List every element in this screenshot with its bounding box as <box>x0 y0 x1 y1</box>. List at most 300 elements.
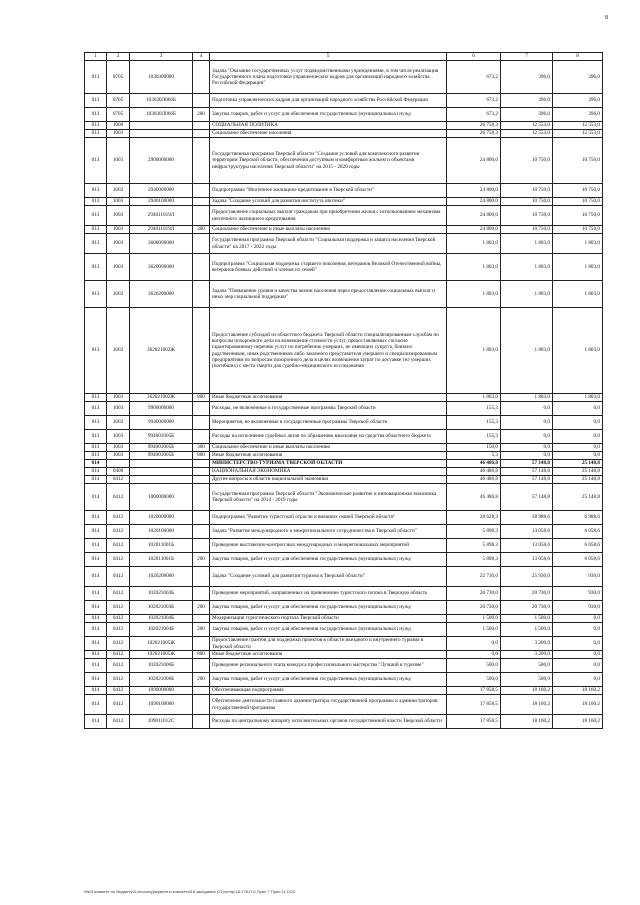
cell-description: Задача "Создание условий для развития туризма в Тверской области" <box>210 567 447 587</box>
cell-target-article: 3620000000 <box>130 254 193 281</box>
cell-amount-3: 1 803,0 <box>553 394 603 402</box>
cell-amount-1: 1 803,0 <box>447 281 501 308</box>
cell-target-article: 1090100000 <box>130 695 193 715</box>
cell-target-article: 1020000000 <box>130 511 193 525</box>
cell-chapter: 014 <box>85 567 107 587</box>
cell-amount-1: 673,2 <box>447 61 501 94</box>
cell-amount-2: 38 988,6 <box>501 511 553 525</box>
cell-target-article: 994001005Б <box>130 444 193 452</box>
cell-expense-type: 800 <box>193 394 210 402</box>
cell-expense-type: 300 <box>193 444 210 452</box>
cell-chapter: 014 <box>85 511 107 525</box>
table-row <box>85 206 603 226</box>
cell-amount-2: 57 148,8 <box>501 468 553 476</box>
cell-amount-1: 46 486,8 <box>447 476 501 484</box>
cell-amount-2: 13 058,6 <box>501 525 553 539</box>
cell-chapter: 014 <box>85 468 107 476</box>
cell-target-article: 102021005Ж <box>130 637 193 651</box>
cell-section: 1003 <box>107 254 130 281</box>
cell-description: Иные бюджетные ассигнования <box>210 394 447 402</box>
cell-amount-2: 0,0 <box>501 452 553 460</box>
cell-description: Подпрограмма "Развитие туристской отрасли и внешних связей Тверской области" <box>210 511 447 525</box>
cell-expense-type <box>193 695 210 715</box>
cell-description: Подпрограмма "Ипотечное жилищное кредитование в Тверской области" <box>210 184 447 198</box>
cell-chapter: 013 <box>85 402 107 416</box>
cell-description: МИНИСТЕРСТВО ТУРИЗМА ТВЕРСКОЙ ОБЛАСТИ <box>210 460 447 468</box>
table-row <box>85 452 603 460</box>
cell-amount-2: 1 803,0 <box>501 281 553 308</box>
cell-target-article: 994001005Б <box>130 452 193 460</box>
cell-section: 1003 <box>107 206 130 226</box>
cell-expense-type <box>193 206 210 226</box>
cell-chapter: 014 <box>85 525 107 539</box>
cell-expense-type <box>193 715 210 729</box>
cell-chapter: 014 <box>85 476 107 484</box>
cell-section: 0412 <box>107 476 130 484</box>
cell-amount-3: 18 160,2 <box>553 715 603 729</box>
cell-target-article: 102021003Б <box>130 601 193 615</box>
cell-description: Социальное обеспечение населения <box>210 130 447 138</box>
cell-chapter: 013 <box>85 94 107 108</box>
cell-amount-3: 396,0 <box>553 61 603 94</box>
cell-amount-2: 12 553,0 <box>501 130 553 138</box>
table-row <box>85 226 603 234</box>
cell-amount-2: 13 058,6 <box>501 539 553 553</box>
table-row <box>85 108 603 122</box>
table-body <box>85 61 603 729</box>
cell-amount-3: 0,0 <box>553 673 603 687</box>
cell-target-article: 294011019Л <box>130 206 193 226</box>
cell-section: 1003 <box>107 198 130 206</box>
cell-amount-3: 930,0 <box>553 587 603 601</box>
cell-section: 1003 <box>107 226 130 234</box>
table-row <box>85 637 603 651</box>
cell-target-article: 102011001Б <box>130 539 193 553</box>
cell-amount-1: 17 858,5 <box>447 715 501 729</box>
cell-section: 0412 <box>107 567 130 587</box>
cell-description: Социальное обеспечение и иные выплаты населению <box>210 444 447 452</box>
table-row <box>85 651 603 659</box>
table-row <box>85 430 603 444</box>
cell-expense-type <box>193 402 210 416</box>
cell-section: 1003 <box>107 234 130 254</box>
cell-section: 1003 <box>107 130 130 138</box>
cell-chapter: 014 <box>85 460 107 468</box>
cell-amount-1: 1 500,0 <box>447 615 501 623</box>
cell-amount-3: 18 160,2 <box>553 695 603 715</box>
cell-section: 0412 <box>107 695 130 715</box>
cell-section: 0412 <box>107 687 130 695</box>
cell-expense-type <box>193 567 210 587</box>
cell-description: Проведение выставочно-конгрессных международных и межрегиональных мероприятий <box>210 539 447 553</box>
cell-amount-2: 10 750,0 <box>501 138 553 184</box>
cell-expense-type <box>193 281 210 308</box>
cell-chapter: 013 <box>85 308 107 394</box>
cell-amount-1: 0,0 <box>447 637 501 651</box>
cell-chapter: 014 <box>85 687 107 695</box>
cell-description: Модернизация туристического портала Тверской области <box>210 615 447 623</box>
cell-amount-1: 1 500,0 <box>447 623 501 637</box>
cell-description: Проведение регионального этапа конкурса профессионального мастерства "Лучший в туризме" <box>210 659 447 673</box>
cell-chapter: 013 <box>85 394 107 402</box>
cell-target-article: 362021002Ж <box>130 308 193 394</box>
cell-expense-type <box>193 637 210 651</box>
cell-amount-1: 24 800,0 <box>447 198 501 206</box>
cell-description: Задача "Оказание государственных услуг подведомственными учреждениями, в том числе реализация Государственного плана подготовки управленческих кадров для организаций народного хозяйства Российской Федерации" <box>210 61 447 94</box>
table-row <box>85 587 603 601</box>
cell-amount-1: 500,0 <box>447 659 501 673</box>
cell-amount-3: 12 553,0 <box>553 122 603 130</box>
cell-expense-type <box>193 254 210 281</box>
cell-description: Социальное обеспечение и иные выплаты населению <box>210 226 447 234</box>
cell-section: 1003 <box>107 452 130 460</box>
cell-amount-1: 1 803,0 <box>447 234 501 254</box>
cell-chapter: 013 <box>85 226 107 234</box>
cell-amount-2: 1 803,0 <box>501 308 553 394</box>
table-row <box>85 601 603 615</box>
cell-target-article: 2940000000 <box>130 184 193 198</box>
table-row <box>85 695 603 715</box>
table-row <box>85 61 603 94</box>
cell-section: 0412 <box>107 511 130 525</box>
column-header: 2 <box>107 53 130 61</box>
cell-target-article: 102021006Б <box>130 673 193 687</box>
cell-description: Подпрограмма "Социальная поддержка старшего поколения, ветеранов Великой Отечественной войны, ветеранов боевых действий и членов их семей" <box>210 254 447 281</box>
cell-section: 0412 <box>107 715 130 729</box>
cell-amount-3: 1 803,0 <box>553 281 603 308</box>
cell-amount-1: 24 800,0 <box>447 206 501 226</box>
cell-amount-3: 396,0 <box>553 108 603 122</box>
cell-expense-type <box>193 587 210 601</box>
cell-description: Закупка товаров, работ и услуг для обеспечения государственных (муниципальных) нужд <box>210 623 447 637</box>
cell-amount-3: 25 148,8 <box>553 468 603 476</box>
cell-amount-3: 10 750,0 <box>553 184 603 198</box>
cell-chapter: 013 <box>85 184 107 198</box>
cell-chapter: 013 <box>85 130 107 138</box>
cell-amount-3: 1 803,0 <box>553 254 603 281</box>
cell-chapter: 013 <box>85 138 107 184</box>
table-row <box>85 539 603 553</box>
cell-expense-type: 800 <box>193 452 210 460</box>
cell-amount-1: 17 858,5 <box>447 695 501 715</box>
cell-target-article: 102021004Б <box>130 623 193 637</box>
cell-chapter: 013 <box>85 234 107 254</box>
cell-amount-1: 1 803,0 <box>447 254 501 281</box>
cell-section <box>107 460 130 468</box>
cell-target-article: 1020200000 <box>130 567 193 587</box>
cell-chapter: 014 <box>85 601 107 615</box>
cell-section: 0412 <box>107 659 130 673</box>
cell-amount-2: 20 730,0 <box>501 587 553 601</box>
cell-amount-2: 10 750,0 <box>501 226 553 234</box>
cell-section: 0412 <box>107 651 130 659</box>
cell-amount-1: 155,3 <box>447 430 501 444</box>
cell-description: Государственная программа Тверской области "Создание условий для комплексного развития территории Тверской области, обеспечения доступным и комфортным жильем и объектами инфраструктуры населения Тверской области" на 2015 - 2020 годы <box>210 138 447 184</box>
table-row <box>85 94 603 108</box>
table-row <box>85 511 603 525</box>
cell-expense-type <box>193 615 210 623</box>
cell-amount-2: 1 803,0 <box>501 234 553 254</box>
cell-expense-type <box>193 198 210 206</box>
cell-target-article: 102021004Б <box>130 615 193 623</box>
cell-amount-3: 6 058,6 <box>553 525 603 539</box>
cell-amount-1: 5 898,3 <box>447 539 501 553</box>
cell-expense-type: 200 <box>193 673 210 687</box>
cell-amount-1: 46 486,8 <box>447 468 501 476</box>
cell-amount-2: 20 730,0 <box>501 601 553 615</box>
cell-section: 0412 <box>107 601 130 615</box>
cell-chapter: 014 <box>85 651 107 659</box>
cell-amount-3: 25 148,8 <box>553 460 603 468</box>
cell-description: Закупка товаров, работ и услуг для обеспечения государственных (муниципальных) нужд <box>210 108 447 122</box>
cell-section: 1003 <box>107 394 130 402</box>
cell-amount-2: 10 750,0 <box>501 198 553 206</box>
cell-amount-3: 12 553,0 <box>553 130 603 138</box>
cell-amount-3: 930,0 <box>553 567 603 587</box>
cell-chapter: 014 <box>85 615 107 623</box>
cell-amount-3: 396,0 <box>553 94 603 108</box>
cell-expense-type: 200 <box>193 623 210 637</box>
cell-expense-type <box>193 511 210 525</box>
cell-amount-1: 28 628,3 <box>447 511 501 525</box>
cell-section: 1003 <box>107 308 130 394</box>
cell-amount-3: 1 803,0 <box>553 234 603 254</box>
table-row <box>85 138 603 184</box>
cell-section: 0400 <box>107 468 130 476</box>
cell-expense-type: 200 <box>193 108 210 122</box>
cell-expense-type: 200 <box>193 553 210 567</box>
cell-description: Обеспечение деятельности главного администратора государственной программы и администраторов государственной программы <box>210 695 447 715</box>
table-row <box>85 130 603 138</box>
table-row <box>85 623 603 637</box>
cell-description: Закупка товаров, работ и услуг для обеспечения государственных (муниципальных) нужд <box>210 553 447 567</box>
cell-target-article: 2940100000 <box>130 198 193 206</box>
file-path-footer: \\fs01\комитет по бюджету\б-сессии\Документы комитета\18 заседание (11)\тр\пр\18-178-П-6 Прил 7 Прил 11.DOC <box>84 889 296 894</box>
table-row <box>85 281 603 308</box>
cell-chapter: 014 <box>85 715 107 729</box>
cell-chapter: 014 <box>85 637 107 651</box>
cell-description: Предоставление социальных выплат гражданам при приобретении жилья с использованием механизма ипотечного жилищного кредитования <box>210 206 447 226</box>
cell-chapter: 014 <box>85 484 107 511</box>
cell-target-article: 102021003Б <box>130 587 193 601</box>
cell-section: 0412 <box>107 673 130 687</box>
table-row <box>85 184 603 198</box>
cell-description: Предоставление субсидий из областного бюджета Тверской области специализированным службам по вопросам похоронного дела на возмещение стоимости услуг, предоставляемых согласно гарантированному перечню услуг по погребению умерших, не имеющих супруга, близких родственников, иных родственников либо законного представителя умершего и специализированным предприятиям по вопросам похоронного дела в целях возмещения затрат по доставке тел умерших (погибших) с места смерти для судебно-медицинского исследования <box>210 308 447 394</box>
cell-amount-2: 10 750,0 <box>501 184 553 198</box>
cell-amount-2: 0,0 <box>501 444 553 452</box>
cell-target-article <box>130 460 193 468</box>
cell-amount-3: 6 058,6 <box>553 553 603 567</box>
cell-section: 0412 <box>107 525 130 539</box>
cell-section: 0412 <box>107 539 130 553</box>
cell-chapter: 013 <box>85 452 107 460</box>
cell-description: Государственная программа Тверской области "Социальная поддержка и защита населения Тверской области" на 2017 - 2022 годы <box>210 234 447 254</box>
cell-amount-2: 3 200,0 <box>501 637 553 651</box>
cell-amount-3: 0,0 <box>553 659 603 673</box>
cell-amount-1: 5 898,3 <box>447 553 501 567</box>
cell-chapter: 013 <box>85 206 107 226</box>
cell-description: Подготовка управленческих кадров для организаций народного хозяйства Российской Федерации <box>210 94 447 108</box>
cell-expense-type <box>193 308 210 394</box>
cell-amount-2: 396,0 <box>501 108 553 122</box>
cell-target-article <box>130 122 193 130</box>
cell-amount-1: 5,3 <box>447 452 501 460</box>
cell-amount-3: 0,0 <box>553 430 603 444</box>
cell-amount-1: 46 486,8 <box>447 460 501 468</box>
cell-description: Расходы на исполнение судебных актов по обращению взыскания на средства областного бюджета <box>210 430 447 444</box>
cell-chapter: 013 <box>85 281 107 308</box>
cell-amount-1: 20 730,0 <box>447 601 501 615</box>
column-header: 1 <box>85 53 107 61</box>
cell-section: 0412 <box>107 484 130 511</box>
table-row <box>85 715 603 729</box>
cell-expense-type <box>193 138 210 184</box>
column-header: 4 <box>193 53 210 61</box>
cell-description: Государственная программа Тверской области "Экономическое развитие и инновационная экономика Тверской области" на 2014 - 2019 годы <box>210 484 447 511</box>
cell-expense-type <box>193 61 210 94</box>
table-row <box>85 553 603 567</box>
table-row <box>85 567 603 587</box>
column-header: 6 <box>447 53 501 61</box>
cell-amount-1: 24 800,0 <box>447 184 501 198</box>
table-row <box>85 394 603 402</box>
cell-amount-3: 0,0 <box>553 651 603 659</box>
table-row <box>85 234 603 254</box>
cell-target-article <box>130 468 193 476</box>
cell-amount-2: 57 148,8 <box>501 476 553 484</box>
table-row <box>85 525 603 539</box>
cell-amount-3: 0,0 <box>553 452 603 460</box>
cell-amount-1: 26 758,3 <box>447 122 501 130</box>
cell-amount-2: 18 160,2 <box>501 715 553 729</box>
budget-table-container <box>84 52 602 729</box>
cell-target-article: 294011019Л <box>130 226 193 234</box>
cell-target-article <box>130 130 193 138</box>
cell-description: Мероприятия, не включенные в государственные программы Тверской области <box>210 416 447 430</box>
cell-target-article: 102021006Б <box>130 659 193 673</box>
table-row <box>85 254 603 281</box>
cell-amount-1: 155,3 <box>447 402 501 416</box>
cell-target-article: 9940000000 <box>130 416 193 430</box>
cell-amount-3: 0,0 <box>553 637 603 651</box>
cell-amount-3: 10 750,0 <box>553 206 603 226</box>
cell-chapter: 013 <box>85 254 107 281</box>
table-row <box>85 659 603 673</box>
cell-amount-3: 0,0 <box>553 615 603 623</box>
cell-amount-2: 0,0 <box>501 416 553 430</box>
cell-amount-3: 18 160,2 <box>553 687 603 695</box>
cell-expense-type <box>193 416 210 430</box>
cell-target-article: 3600000000 <box>130 234 193 254</box>
cell-description: Задача "Развитие международного и межрегионального сотрудничества в Тверской области" <box>210 525 447 539</box>
cell-expense-type <box>193 122 210 130</box>
cell-amount-2: 1 500,0 <box>501 615 553 623</box>
cell-description: Расходы по центральному аппарату исполнительных органов государственной власти Тверской области <box>210 715 447 729</box>
cell-target-article: 103030Л066Б <box>130 108 193 122</box>
cell-expense-type <box>193 539 210 553</box>
cell-amount-2: 500,0 <box>501 673 553 687</box>
cell-chapter: 014 <box>85 673 107 687</box>
cell-description: Расходы, не включенные в государственные программы Тверской области <box>210 402 447 416</box>
cell-chapter: 014 <box>85 553 107 567</box>
cell-amount-2: 25 930,0 <box>501 567 553 587</box>
table-row <box>85 484 603 511</box>
cell-amount-3: 930,0 <box>553 601 603 615</box>
cell-section: 0412 <box>107 637 130 651</box>
cell-expense-type: 200 <box>193 601 210 615</box>
cell-section: 0412 <box>107 553 130 567</box>
table-row <box>85 687 603 695</box>
cell-expense-type <box>193 525 210 539</box>
cell-description: Задача "Создание условий для развития института ипотеки" <box>210 198 447 206</box>
cell-amount-1: 46 486,8 <box>447 484 501 511</box>
cell-expense-type <box>193 484 210 511</box>
table-row <box>85 122 603 130</box>
cell-amount-2: 13 058,6 <box>501 553 553 567</box>
column-header: 3 <box>130 53 193 61</box>
cell-amount-2: 57 148,8 <box>501 484 553 511</box>
cell-expense-type <box>193 468 210 476</box>
cell-amount-1: 1 803,0 <box>447 308 501 394</box>
table-row <box>85 476 603 484</box>
table-row <box>85 615 603 623</box>
cell-amount-2: 18 160,2 <box>501 695 553 715</box>
cell-expense-type <box>193 659 210 673</box>
cell-target-article: 102021005Ж <box>130 651 193 659</box>
table-row <box>85 402 603 416</box>
cell-amount-1: 24 800,0 <box>447 138 501 184</box>
cell-target-article: 3620200000 <box>130 281 193 308</box>
cell-target-article: 1000000000 <box>130 484 193 511</box>
cell-expense-type <box>193 94 210 108</box>
cell-amount-2: 0,0 <box>501 402 553 416</box>
table-row <box>85 198 603 206</box>
cell-amount-1: 26 758,3 <box>447 130 501 138</box>
cell-section: 1003 <box>107 444 130 452</box>
cell-amount-2: 500,0 <box>501 659 553 673</box>
cell-chapter: 013 <box>85 108 107 122</box>
cell-amount-3: 6 058,6 <box>553 539 603 553</box>
cell-section: 0705 <box>107 61 130 94</box>
cell-chapter: 014 <box>85 695 107 715</box>
cell-section: 1003 <box>107 281 130 308</box>
cell-section: 0412 <box>107 587 130 601</box>
cell-expense-type <box>193 184 210 198</box>
cell-section: 1003 <box>107 184 130 198</box>
cell-expense-type <box>193 430 210 444</box>
cell-expense-type <box>193 476 210 484</box>
cell-description: Иные бюджетные ассигнования <box>210 452 447 460</box>
table-row <box>85 308 603 394</box>
cell-amount-1: 150,0 <box>447 444 501 452</box>
cell-description: СОЦИАЛЬНАЯ ПОЛИТИКА <box>210 122 447 130</box>
cell-target-article: 1020100000 <box>130 525 193 539</box>
cell-description: Закупка товаров, работ и услуг для обеспечения государственных (муниципальных) нужд <box>210 601 447 615</box>
table-row <box>85 416 603 430</box>
cell-description: Задача "Повышение уровня и качества жизни населения через предоставление социальных выплат и иных мер социальной поддержки" <box>210 281 447 308</box>
table-row <box>85 468 603 476</box>
cell-target-article: 2900000000 <box>130 138 193 184</box>
cell-amount-1: 1 803,0 <box>447 394 501 402</box>
cell-amount-2: 10 750,0 <box>501 206 553 226</box>
cell-target-article: 994001005Б <box>130 430 193 444</box>
cell-target-article: 9900000000 <box>130 402 193 416</box>
cell-expense-type <box>193 130 210 138</box>
cell-section: 0705 <box>107 94 130 108</box>
cell-amount-3: 25 148,8 <box>553 484 603 511</box>
cell-chapter: 013 <box>85 61 107 94</box>
cell-amount-3: 0,0 <box>553 416 603 430</box>
